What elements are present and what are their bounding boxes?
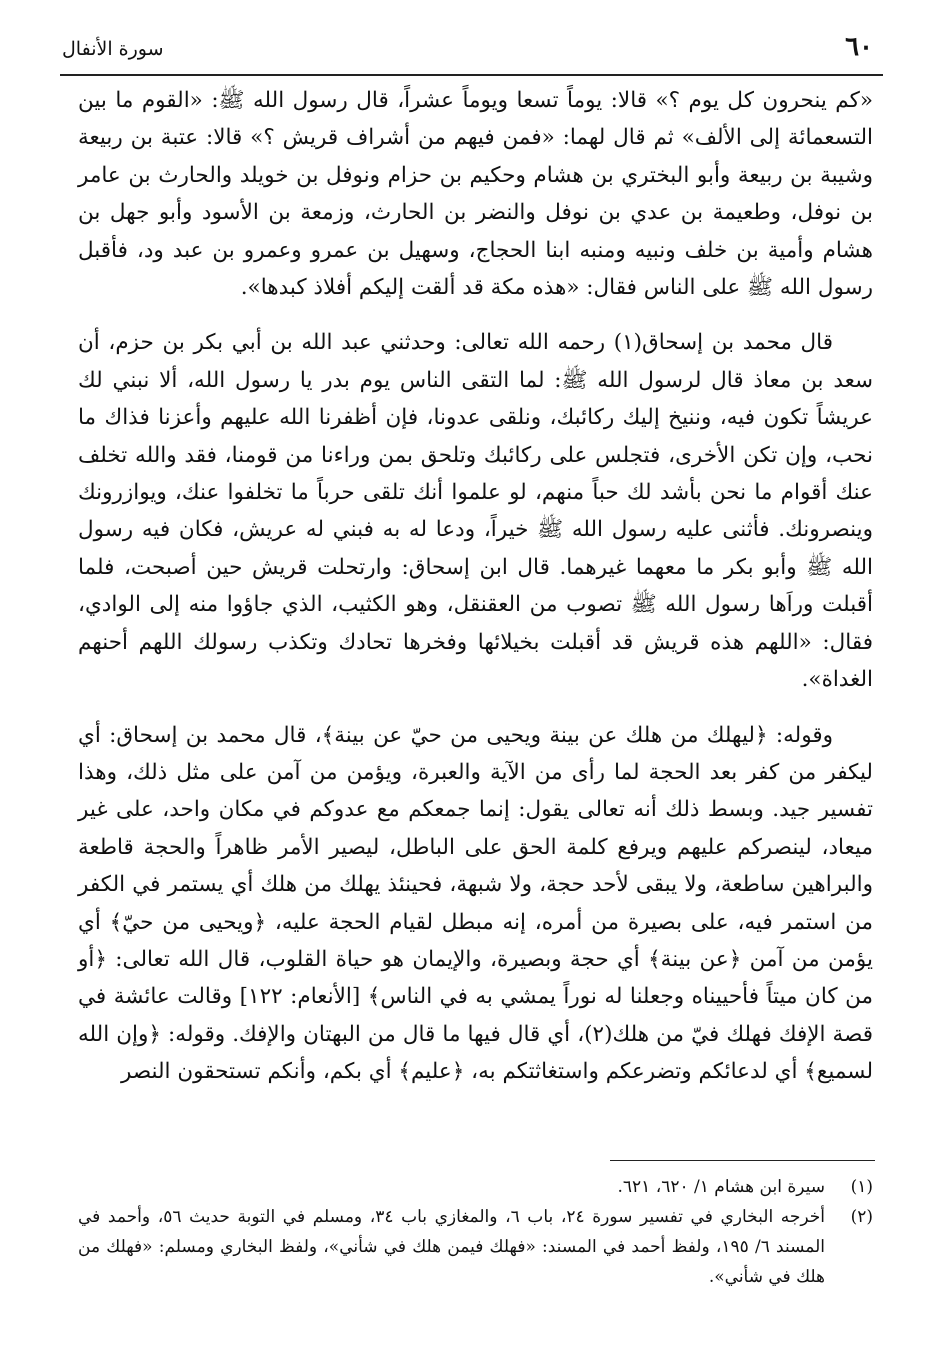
main-text (78, 82, 873, 1091)
footnote-number: (١) (850, 1177, 873, 1197)
footnote-2 (78, 1202, 873, 1292)
page-number: ٦٠ (845, 32, 873, 62)
header-divider (60, 74, 883, 76)
paragraph-gap (78, 699, 873, 717)
footnotes (78, 1172, 873, 1292)
paragraph-1: «كم ينحرون كل يوم ؟» قالا: يوماً تسعا ويوماً عشراً، قال رسول الله ﷺ: «القوم ما بين التسعمائة إلى الألف» ثم قال لهما: «فمن فيهم من أشراف قريش ؟» قالا: عتبة بن ربيعة وشيبة بن ربيعة وأبو البختري بن هشام وحكيم بن حزام ونوفل بن خويلد والحارث بن عامر بن نوفل، وطعيمة بن عدي بن نوفل والنضر بن الحارث، وزمعة بن الأسود وأبو جهل بن هشام وأمية بن خلف ونبيه ومنبه ابنا الحجاج، وسهيل بن عمرو وعمرو بن عبد ود، فأقبل رسول الله ﷺ على الناس فقال: «هذه مكة قد ألقت إليكم أفلاذ كبدها». (78, 88, 873, 301)
page-header (62, 30, 873, 70)
paragraph-gap (78, 306, 873, 324)
footnote-text: سيرة ابن هشام ١/ ٦٢٠، ٦٢١. (617, 1177, 825, 1197)
paragraph-2: قال محمد بن إسحاق(١) رحمه الله تعالى: وحدثني عبد الله بن أبي بكر بن حزم، أن سعد بن معاذ قال لرسول الله ﷺ: لما التقى الناس يوم بدر يا رسول الله، ألا نبني لك عريشاً تكون فيه، وننيخ إليك ركائبك، ونلقى عدونا، فإن أظفرنا الله عليهم وأعزنا فذاك ما نحب، وإن تكن الأخرى، فتجلس على ركائبك وتلحق بمن وراءنا من قومنا، فقد والله تخلف عنك أقوام ما نحن بأشد لك حباً منهم، لو علموا أنك تلقى حرباً ما تخلفوا عنك، ويوازرونك وينصرونك. فأثنى عليه رسول الله ﷺ خيراً، ودعا له به فبني له عريش، فكان فيه رسول الله ﷺ وأبو بكر ما معهما غيرهما. قال ابن إسحاق: وارتحلت قريش حين أصبحت، فلما أقبلت وراَها رسول الله ﷺ تصوب من العقنقل، وهو الكثيب، الذي جاؤوا منه إلى الوادي، فقال: «اللهم هذه قريش قد أقبلت بخيلائها وفخرها تحادك وتكذب رسولك اللهم أحنهم الغداة». (78, 330, 873, 693)
footnote-1 (78, 1172, 873, 1202)
paragraph-3: وقوله: ﴿ليهلك من هلك عن بينة ويحيى من حيّ عن بينة﴾، قال محمد بن إسحاق: أي ليكفر من كفر بعد الحجة لما رأى من الآية والعبرة، ويؤمن من آمن على مثل ذلك، وهذا تفسير جيد. وبسط ذلك أنه تعالى يقول: إنما جمعكم مع عدوكم في مكان واحد، على غير ميعاد، لينصركم عليهم ويرفع كلمة الحق على الباطل، ليصير الأمر ظاهراً والحجة قاطعة والبراهين ساطعة، ولا يبقى لأحد حجة، ولا شبهة، فحينئذ يهلك من هلك أي يستمر في الكفر من استمر فيه، على بصيرة من أمره، إنه مبطل لقيام الحجة عليه، ﴿ويحيى من حيّ﴾ أي يؤمن من آمن ﴿عن بينة﴾ أي حجة وبصيرة، والإيمان هو حياة القلوب، قال الله تعالى: ﴿أو من كان ميتاً فأحييناه وجعلنا له نوراً يمشي به في الناس﴾ [الأنعام: ١٢٢] وقالت عائشة في قصة الإفك فهلك فيّ من هلك(٢)، أي قال فيها ما قال من البهتان والإفك. وقوله: ﴿وإن الله لسميع﴾ أي لدعائكم وتضرعكم واستغاثتكم به، ﴿عليم﴾ أي بكم، وأنكم تستحقون النصر (78, 722, 873, 1085)
footnote-number: (٢) (850, 1207, 873, 1227)
footnote-divider (610, 1160, 875, 1161)
surah-title: سورة الأنفال (62, 38, 164, 60)
footnote-text: أخرجه البخاري في تفسير سورة ٢٤، باب ٦، والمغازي باب ٣٤، ومسلم في التوبة حديث ٥٦، وأحمد في المسند ٦/ ١٩٥، ولفظ أحمد في المسند: «فهلك فيمن هلك في شأني»، ولفظ البخاري ومسلم: «فهلك من هلك في شأني». (78, 1207, 826, 1287)
